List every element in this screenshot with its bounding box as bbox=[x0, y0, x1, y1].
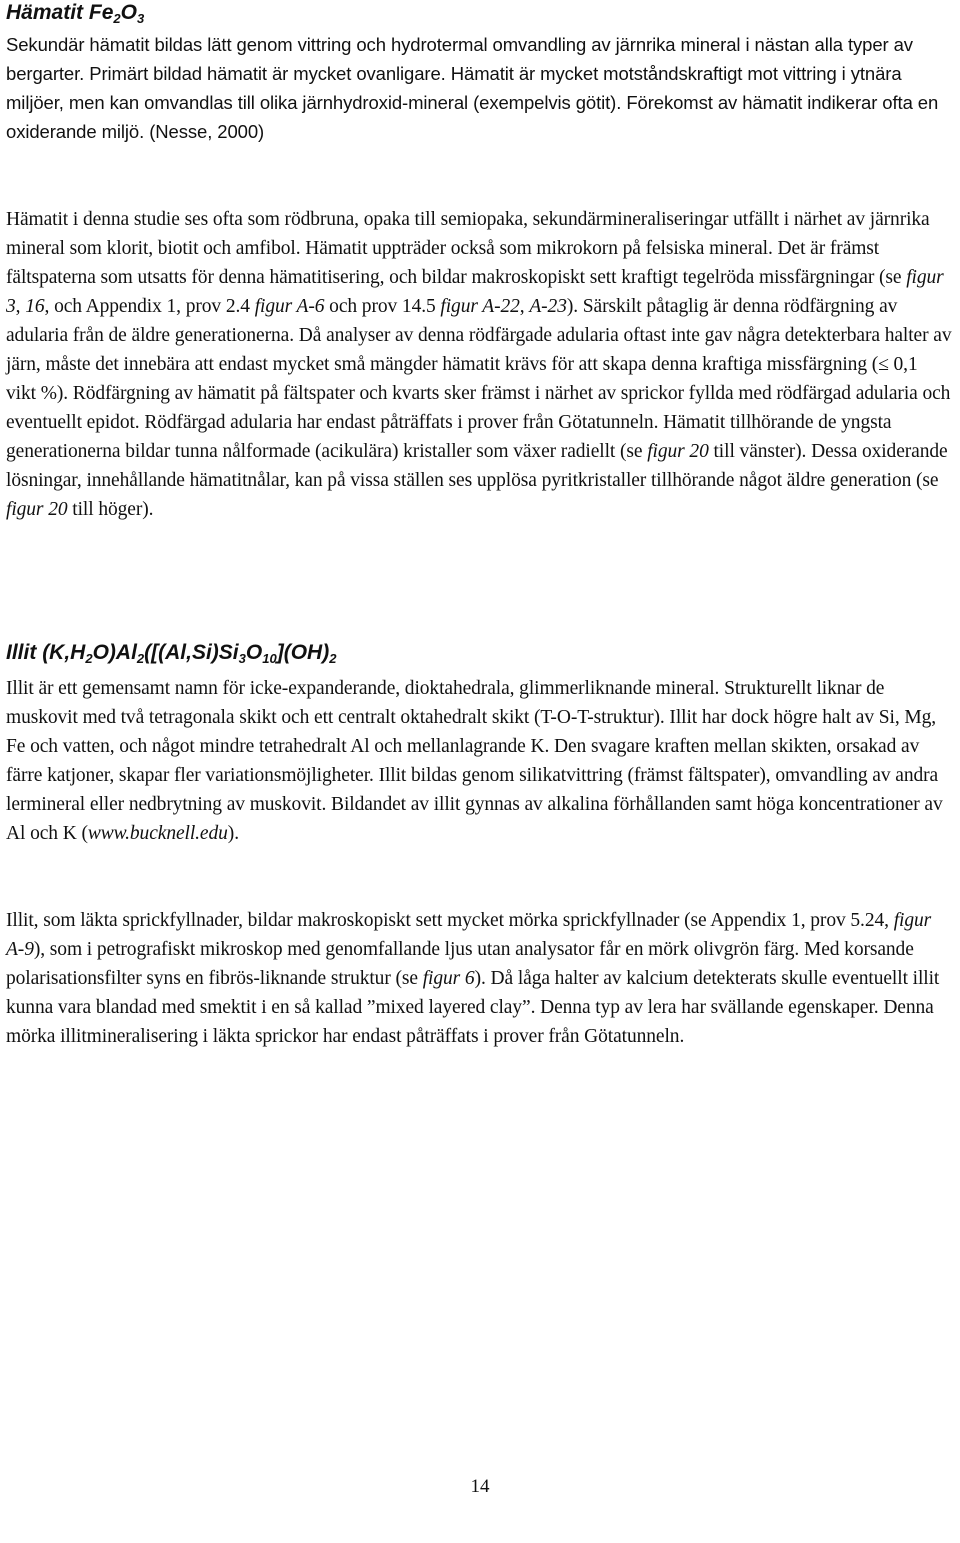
illite-paragraph-2: Illit, som läkta sprickfyllnader, bildar makroskopiskt sett mycket mörka sprickfyllnader (se Appendix 1, prov 5.24, figur A-9), som i petrografiskt mikroskop med genomfallande ljus utan analysator får en mörk olivgrön färg. Med korsande polarisationsfilter syns en fibrös-liknande struktur (se figur 6). Då låga halter av kalcium detekterats skulle eventuellt illit kunna vara blandad med smektit i en så kallad ”mixed layered clay”. Denna typ av lera har svällande egenskaper. Denna mörka illitmineralisering i läkta sprickor har endast påträffats i prover från Götatunneln. bbox=[6, 910, 940, 1047]
page-number: 14 bbox=[470, 1476, 490, 1497]
hematite-heading: Hämatit $Fe_2O_3$ bbox=[6, 1, 145, 26]
illite-paragraph-1: Illit är ett gemensamt namn för icke-expanderande, dioktahedrala, glimmerliknande mineral. Strukturellt liknar de muskovit med två tetragonala skikt och ett centralt oktahedralt skikt (T-O-T-struktur). Illit har dock högre halt av Si, Mg, Fe och vatten, och något mindre tetrahedralt Al och mellanlagrande K. Den svagare kraften mellan skikten, orsakad av färre katjoner, skapar fler variationsmöjligheter. Illit bildas genom silikatvittring (främst fältspater), omvandling av andra lermineral eller nedbrytning av muskovit. Bildandet av illit gynnas av alkalina förhållanden samt höga koncentrationer av Al och K (www.bucknell.edu). bbox=[6, 678, 943, 844]
illite-heading: Illit $(K,H_2O)Al_2([(Al,Si)Si_3O_{10}](OH)_2$ bbox=[6, 641, 337, 666]
hematite-paragraph-2: Hämatit i denna studie ses ofta som rödbruna, opaka till semiopaka, sekundärmineraliseringar utfällt i närhet av järnrika mineral som klorit, biotit och amfibol. Hämatit uppträder också som mikrokorn på felsiska mineral. Det är främst fältspaterna som utsatts för denna hämatitisering, och bildar makroskopiskt sett kraftigt tegelröda missfärgningar (se figur 3, 16, och Appendix 1, prov 2.4 figur A-6 och prov 14.5 figur A-22, A-23). Särskilt påtaglig är denna rödfärgning av adularia från de äldre generationerna. Då analyser av denna rödfärgade adularia oftast inte gav några detekterbara halter av järn, måste det innebära att endast mycket små mängder hämatit krävs för att skapa denna kraftiga missfärgning (≤ 0,1 vikt %). Rödfärgning av hämatit på fältspater och kvarts sker främst i närhet av sprickor fyllda med rödfärgad adularia och eventuellt epidot. Rödfärgad adularia har endast påträffats i prover från Götatunneln. Hämatit tillhörande de yngsta generationerna bildar tunna nålformade (acikulära) kristaller som växer radiellt (se figur 20 till vänster). Dessa oxiderande lösningar, innehållande hämatitnålar, kan på vissa ställen ses upplösa pyritkristaller tillhörande något äldre generation (se figur 20 till höger). bbox=[6, 209, 952, 520]
hematite-formula: $Fe_2O_3$ bbox=[88, 1, 145, 26]
illite-formula: $(K,H_2O)Al_2([(Al,Si)Si_3O_{10}](OH)_2$ bbox=[42, 641, 337, 666]
hematite-paragraph-1: Sekundär hämatit bildas lätt genom vittring och hydrotermal omvandling av järnrika mineral i nästan alla typer av bergarter. Primärt bildad hämatit är mycket ovanligare. Hämatit är mycket motståndskraftigt mot vittring i ytnära miljöer, men kan omvandlas till olika järnhydroxid-mineral (exempelvis götit). Förekomst av hämatit indikerar ofta en oxiderande miljö. (Nesse, 2000) bbox=[6, 34, 939, 142]
